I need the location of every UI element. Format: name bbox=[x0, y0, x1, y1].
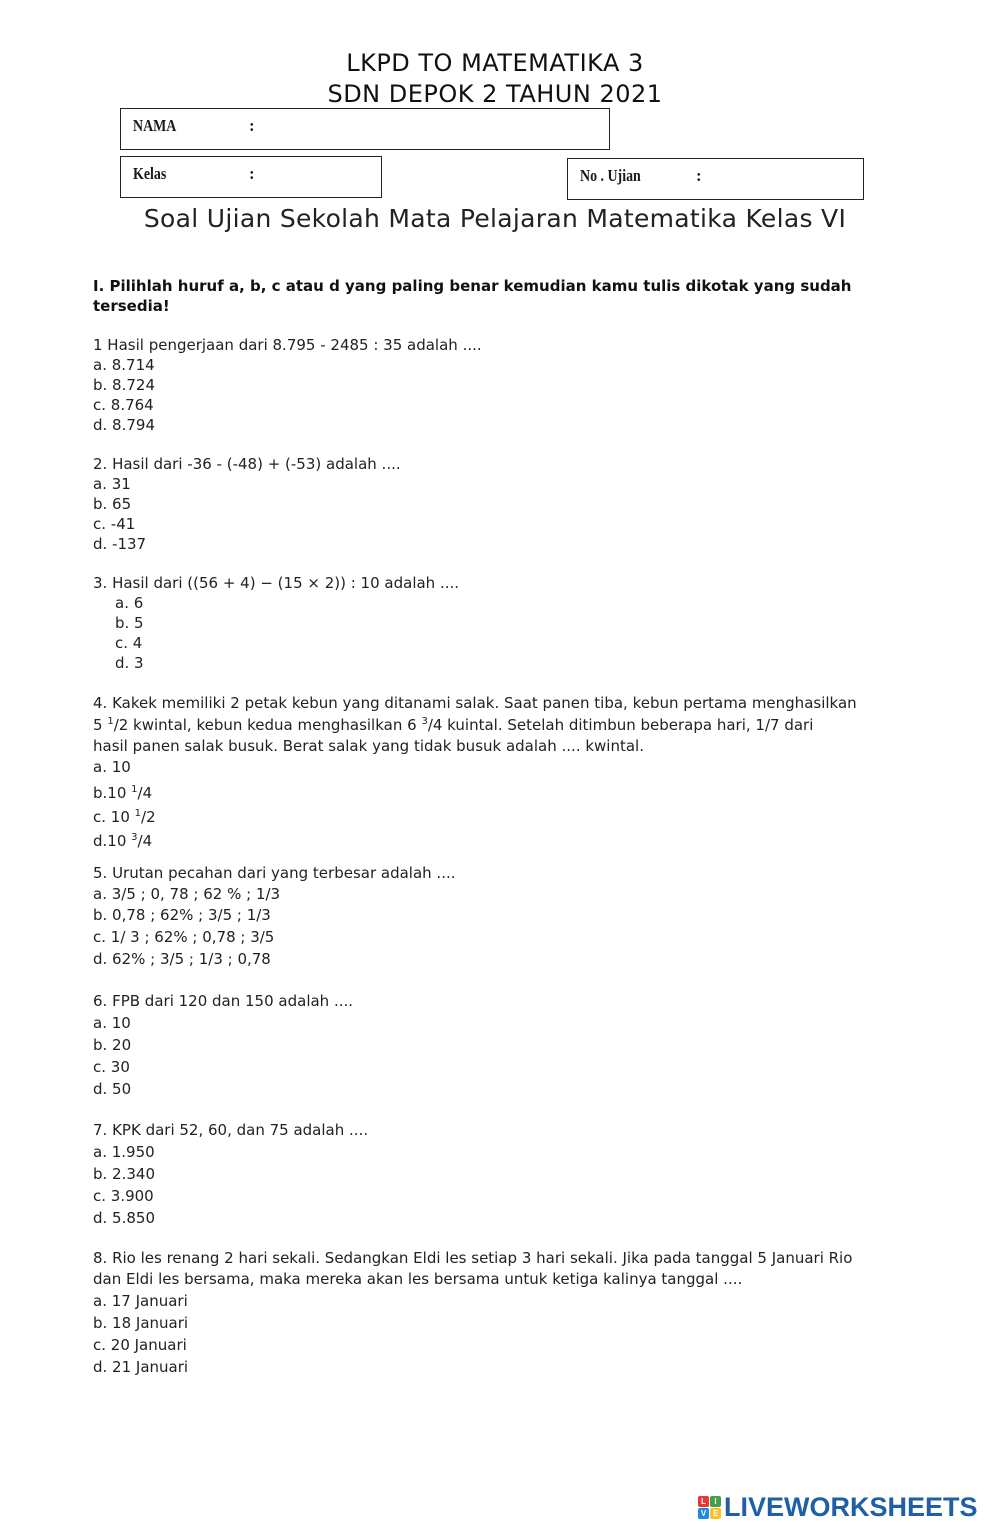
option-c: c. 30 bbox=[93, 1058, 130, 1076]
option-c: c. 1/ 3 ; 62% ; 0,78 ; 3/5 bbox=[93, 928, 275, 946]
fraction-numerator: 1 bbox=[107, 716, 114, 727]
text-segment: /4 kuintal. Setelah ditimbun beberapa hari, 1/7 dari bbox=[427, 716, 814, 734]
question-text: 4. Kakek memiliki 2 petak kebun yang ditanami salak. Saat panen tiba, kebun pertama menghasilkan bbox=[93, 694, 857, 712]
option-a: a. 3/5 ; 0, 78 ; 62 % ; 1/3 bbox=[93, 885, 281, 903]
option-d bbox=[93, 829, 913, 853]
kelas-field[interactable] bbox=[120, 156, 382, 198]
option-c: c. 8.764 bbox=[93, 396, 154, 414]
kelas-label: Kelas bbox=[133, 164, 167, 183]
exam-subtitle: Soal Ujian Sekolah Mata Pelajaran Matematika Kelas VI bbox=[143, 204, 847, 233]
option-b: b. 8.724 bbox=[93, 376, 155, 394]
option-a: a. 31 bbox=[93, 475, 131, 493]
question-2 bbox=[93, 454, 913, 554]
option-b: b. 65 bbox=[93, 495, 132, 513]
nama-field[interactable] bbox=[120, 108, 610, 150]
option-b: b. 2.340 bbox=[93, 1165, 155, 1183]
no-ujian-colon: : bbox=[696, 166, 702, 185]
no-ujian-field[interactable] bbox=[567, 158, 864, 200]
logo-letter: E bbox=[710, 1508, 721, 1519]
question-text: 5. Urutan pecahan dari yang terbesar adalah .... bbox=[93, 864, 456, 882]
option-d: d. 8.794 bbox=[93, 416, 155, 434]
option-b-whole: b.10 bbox=[93, 784, 132, 802]
question-text-line2 bbox=[93, 714, 913, 736]
option-c: c. 20 Januari bbox=[93, 1336, 187, 1354]
option-a: a. 10 bbox=[93, 758, 131, 776]
option-d: d. 3 bbox=[115, 654, 144, 672]
text-segment: /2 kwintal, kebun kedua menghasilkan 6 bbox=[113, 716, 422, 734]
question-8 bbox=[93, 1248, 913, 1378]
logo-letter: L bbox=[698, 1496, 709, 1507]
option-b: b. 5 bbox=[115, 614, 144, 632]
fraction-numerator: 3 bbox=[131, 832, 138, 843]
question-4 bbox=[93, 693, 913, 853]
liveworksheets-logo[interactable] bbox=[698, 1490, 978, 1524]
option-b: b. 18 Januari bbox=[93, 1314, 189, 1332]
question-6 bbox=[93, 991, 913, 1100]
option-c: c. 3.900 bbox=[93, 1187, 154, 1205]
option-b bbox=[93, 781, 913, 805]
option-a: a. 6 bbox=[115, 594, 144, 612]
question-text: 1 Hasil pengerjaan dari 8.795 - 2485 : 35 adalah .... bbox=[93, 336, 482, 354]
option-d: d. 62% ; 3/5 ; 1/3 ; 0,78 bbox=[93, 950, 271, 968]
school-title: SDN DEPOK 2 TAHUN 2021 bbox=[327, 80, 663, 108]
option-a: a. 1.950 bbox=[93, 1143, 155, 1161]
fraction-denominator: /2 bbox=[141, 808, 156, 826]
option-c-whole: c. 10 bbox=[93, 808, 135, 826]
question-7 bbox=[93, 1120, 913, 1229]
logo-letter: I bbox=[710, 1496, 721, 1507]
option-b: b. 0,78 ; 62% ; 3/5 ; 1/3 bbox=[93, 906, 271, 924]
liveworksheets-icon bbox=[698, 1496, 721, 1519]
question-text: 3. Hasil dari ((56 + 4) − (15 × 2)) : 10 adalah .... bbox=[93, 574, 460, 592]
question-text: 7. KPK dari 52, 60, dan 75 adalah .... bbox=[93, 1121, 369, 1139]
page-title: LKPD TO MATEMATIKA 3 bbox=[346, 49, 644, 77]
option-d: d. -137 bbox=[93, 535, 147, 553]
option-a: a. 10 bbox=[93, 1014, 131, 1032]
nama-label: NAMA bbox=[133, 116, 177, 135]
instruction-text: I. Pilihlah huruf a, b, c atau d yang paling benar kemudian kamu tulis dikotak yang sudah tersedia! bbox=[93, 277, 852, 315]
kelas-colon: : bbox=[249, 164, 255, 183]
question-text: 6. FPB dari 120 dan 150 adalah .... bbox=[93, 992, 354, 1010]
logo-letter: V bbox=[698, 1508, 709, 1519]
option-a: a. 17 Januari bbox=[93, 1292, 188, 1310]
question-text-line2: dan Eldi les bersama, maka mereka akan les bersama untuk ketiga kalinya tanggal .... bbox=[93, 1270, 743, 1288]
option-c: c. -41 bbox=[93, 515, 136, 533]
question-text-line3: hasil panen salak busuk. Berat salak yang tidak busuk adalah .... kwintal. bbox=[93, 737, 644, 755]
no-ujian-label: No . Ujian bbox=[580, 166, 641, 185]
question-3 bbox=[93, 573, 913, 673]
option-d: d. 5.850 bbox=[93, 1209, 155, 1227]
mixed-whole: 5 bbox=[93, 716, 108, 734]
option-b: b. 20 bbox=[93, 1036, 132, 1054]
question-text: 8. Rio les renang 2 hari sekali. Sedangkan Eldi les setiap 3 hari sekali. Jika pada tanggal 5 Januari Rio bbox=[93, 1249, 853, 1267]
question-text: 2. Hasil dari -36 - (-48) + (-53) adalah .... bbox=[93, 455, 401, 473]
question-5 bbox=[93, 863, 913, 970]
option-a: a. 8.714 bbox=[93, 356, 155, 374]
option-d-whole: d.10 bbox=[93, 832, 132, 850]
fraction-denominator: /4 bbox=[137, 832, 153, 850]
fraction-denominator: /4 bbox=[137, 784, 153, 802]
brand-name: LIVEWORKSHEETS bbox=[724, 1491, 978, 1522]
option-d: d. 50 bbox=[93, 1080, 132, 1098]
option-d: d. 21 Januari bbox=[93, 1358, 189, 1376]
option-c: c. 4 bbox=[115, 634, 143, 652]
option-c bbox=[93, 805, 913, 829]
nama-colon: : bbox=[249, 116, 255, 135]
fraction-numerator: 3 bbox=[421, 716, 428, 727]
question-1 bbox=[93, 335, 913, 435]
fraction-numerator: 1 bbox=[131, 784, 138, 795]
fraction-numerator: 1 bbox=[134, 808, 142, 819]
